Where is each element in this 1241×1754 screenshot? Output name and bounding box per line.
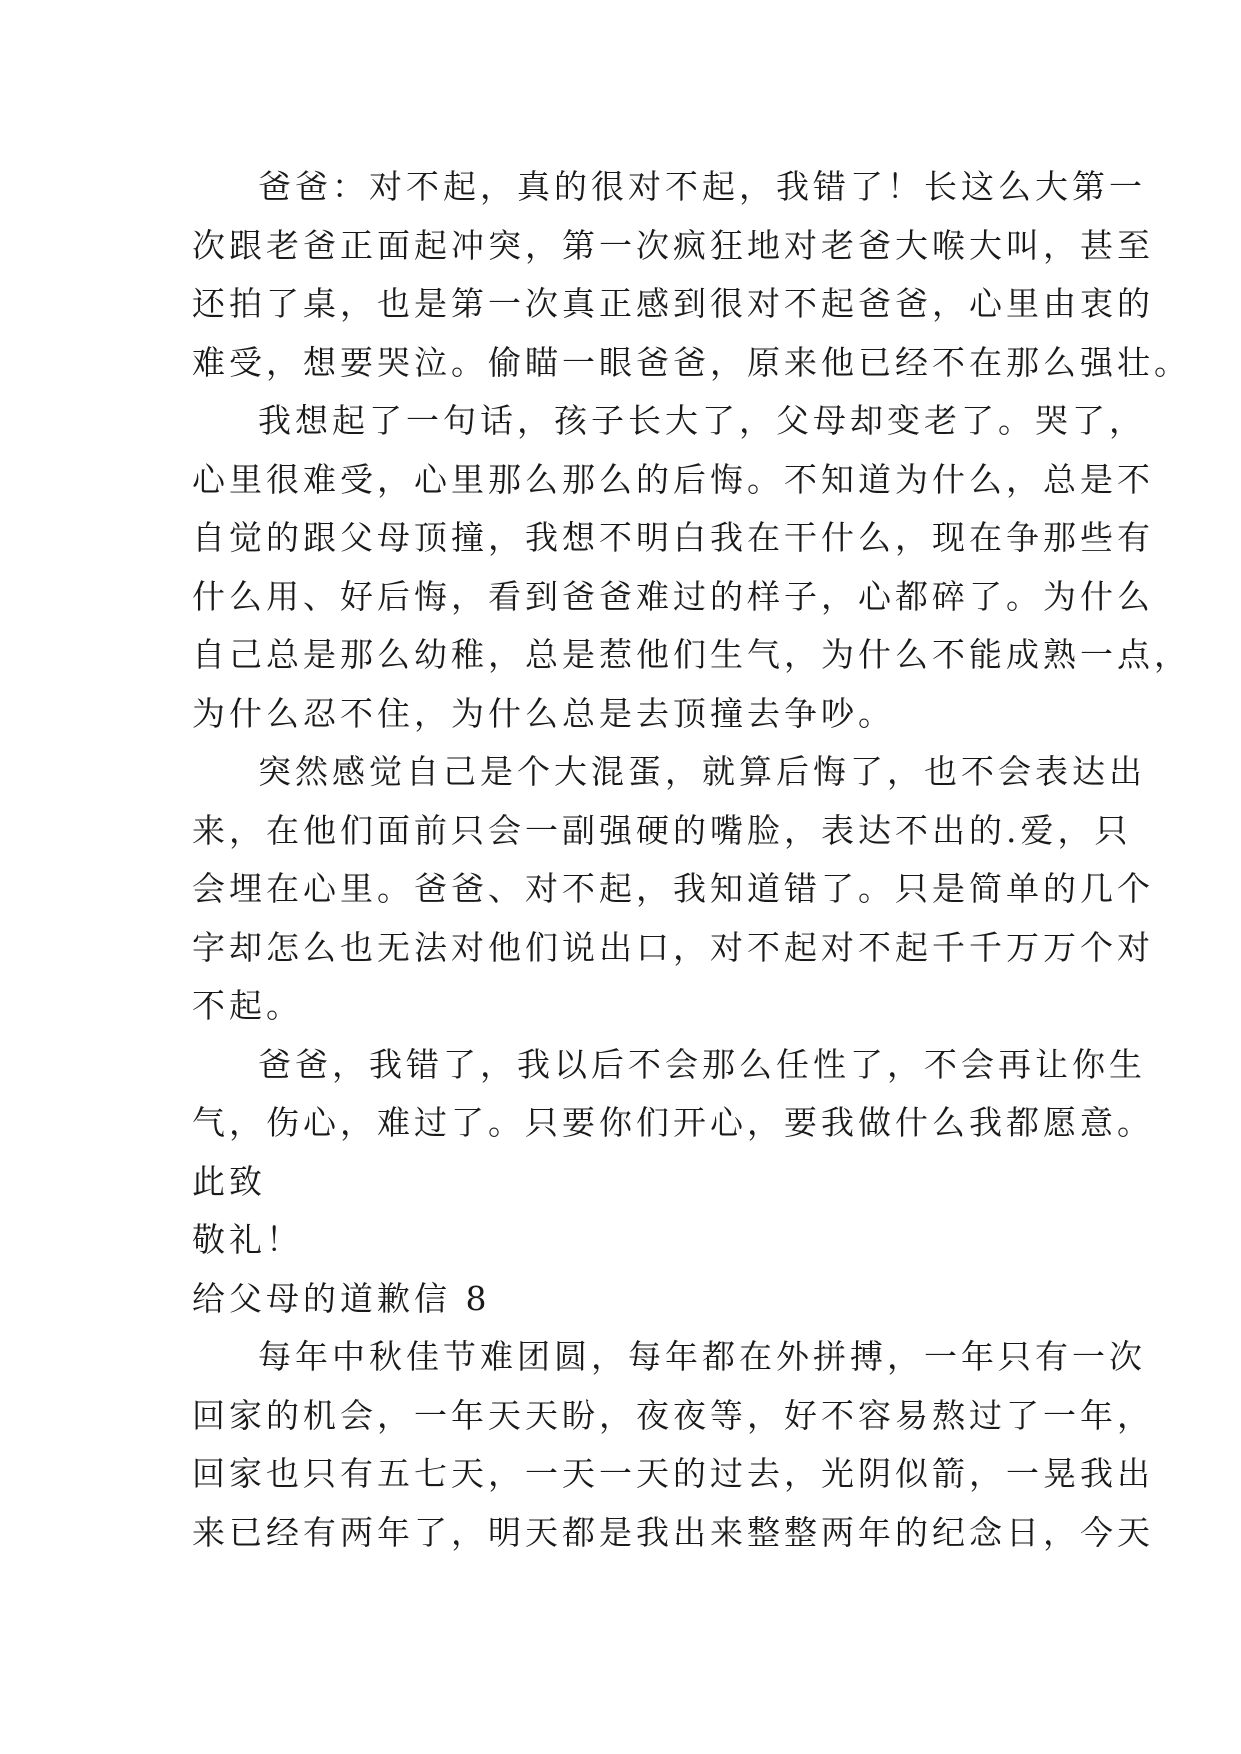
paragraph-line: 来已经有两年了，明天都是我出来整整两年的纪念日，今天 bbox=[192, 1512, 1154, 1552]
paragraph-line: 爸爸，我错了，我以后不会那么任性了，不会再让你生 bbox=[258, 1044, 1146, 1084]
paragraph-line: 还拍了桌，也是第一次真正感到很对不起爸爸，心里由衷的 bbox=[192, 284, 1154, 323]
paragraph-line: 心里很难受，心里那么那么的后悔。不知道为什么，总是不 bbox=[192, 459, 1154, 499]
section-title: 给父母的道歉信 8 bbox=[192, 1278, 491, 1318]
paragraph-line: 来，在他们面前只会一副强硬的嘴脸，表达不出的.爱，只 bbox=[192, 810, 1132, 850]
paragraph-line: 回家的机会，一年天天盼，夜夜等，好不容易熬过了一年， bbox=[192, 1395, 1154, 1435]
paragraph-line: 自己总是那么幼稚，总是惹他们生气，为什么不能成熟一点， bbox=[192, 635, 1191, 674]
closing-regards: 敬礼！ bbox=[192, 1220, 303, 1259]
paragraph-line: 回家也只有五七天，一天一天的过去，光阴似箭，一晃我出 bbox=[192, 1454, 1154, 1493]
paragraph-line: 次跟老爸正面起冲突，第一次疯狂地对老爸大喉大叫，甚至 bbox=[192, 225, 1154, 265]
closing-salutation: 此致 bbox=[192, 1161, 266, 1201]
letter-body bbox=[192, 158, 1191, 1562]
paragraph-line: 自觉的跟父母顶撞，我想不明白我在干什么，现在争那些有 bbox=[192, 518, 1154, 557]
paragraph-line: 为什么忍不住，为什么总是去顶撞去争吵。 bbox=[192, 693, 895, 733]
paragraph-line: 每年中秋佳节难团圆，每年都在外拼搏，一年只有一次 bbox=[258, 1337, 1146, 1376]
paragraph-line: 难受，想要哭泣。偷瞄一眼爸爸，原来他已经不在那么强壮。 bbox=[192, 342, 1191, 382]
paragraph-line: 不起。 bbox=[192, 986, 303, 1025]
paragraph-line: 我想起了一句话，孩子长大了，父母却变老了。哭了， bbox=[258, 401, 1146, 440]
paragraph-line: 字却怎么也无法对他们说出口，对不起对不起千千万万个对 bbox=[192, 927, 1154, 967]
paragraph-line: 爸爸：对不起，真的很对不起，我错了！长这么大第一 bbox=[258, 167, 1146, 206]
paragraph-line: 气，伤心，难过了。只要你们开心，要我做什么我都愿意。 bbox=[192, 1103, 1154, 1142]
paragraph-line: 会埋在心里。爸爸、对不起，我知道错了。只是简单的几个 bbox=[192, 869, 1154, 908]
paragraph-line: 突然感觉自己是个大混蛋，就算后悔了，也不会表达出 bbox=[258, 752, 1146, 791]
paragraph-line: 什么用、好后悔，看到爸爸难过的样子，心都碎了。为什么 bbox=[192, 576, 1154, 616]
